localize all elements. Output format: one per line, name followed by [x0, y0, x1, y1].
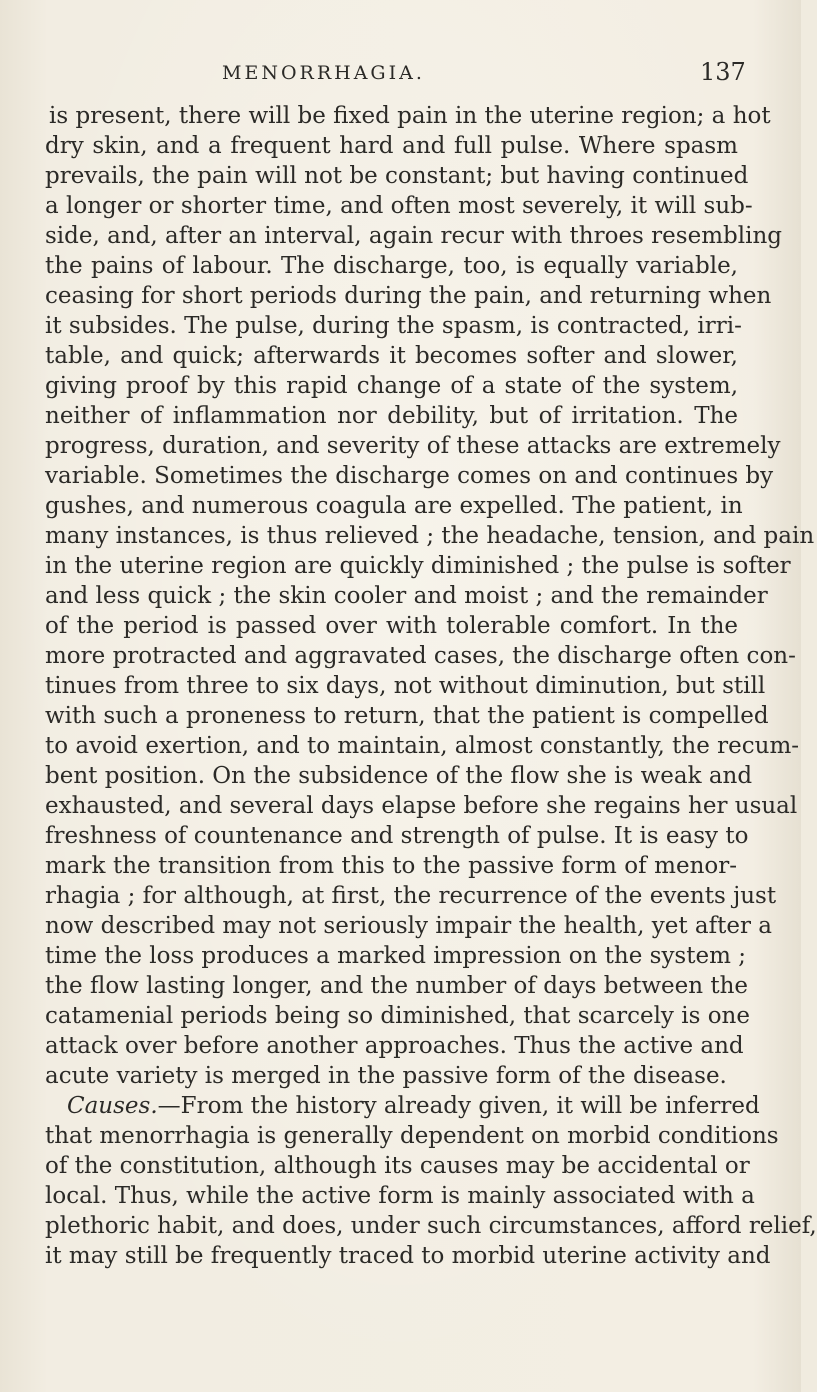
text-line: acute variety is merged in the passive form of the disease. — [45, 1063, 727, 1089]
text-line: exhausted, and several days elapse before she regains her usual — [45, 793, 798, 819]
text-line: side, and, after an interval, again recur with throes resembling — [45, 223, 782, 249]
running-head — [0, 58, 801, 92]
text-line: of the constitution, although its causes may be accidental or — [45, 1153, 750, 1179]
text-line: catamenial periods being so diminished, that scarcely is one — [45, 1003, 750, 1029]
text-line: time the loss produces a marked impression on the system ; — [45, 943, 746, 969]
text-line: now described may not seriously impair the health, yet after a — [45, 913, 772, 939]
causes-paragraph-first-line — [67, 1091, 760, 1121]
causes-heading: Causes. — [67, 1093, 158, 1119]
text-line: ceasing for short periods during the pain, and returning when — [45, 283, 772, 309]
text-line: mark the transition from this to the passive form of menor- — [45, 853, 737, 879]
text-line: the flow lasting longer, and the number of days between the — [45, 973, 749, 999]
causes-first-line-text: —From the history already given, it will be inferred — [157, 1093, 760, 1119]
text-line: prevails, the pain will not be constant; but having continued — [45, 163, 749, 189]
text-line: neither of inflammation nor debility, but of irritation. The — [45, 403, 738, 429]
text-line: it may still be frequently traced to morbid uterine activity and — [45, 1243, 771, 1269]
running-title: MENORRHAGIA. — [222, 62, 425, 84]
text-line: a longer or shorter time, and often most severely, it will sub- — [45, 193, 753, 219]
text-line: bent position. On the subsidence of the flow she is weak and — [45, 763, 753, 789]
text-line: attack over before another approaches. Thus the active and — [45, 1033, 744, 1059]
text-line: gushes, and numerous coagula are expelled. The patient, in — [45, 493, 743, 519]
text-line: of the period is passed over with tolerable comfort. In the — [45, 613, 738, 639]
text-line: and less quick ; the skin cooler and moist ; and the remainder — [45, 583, 768, 609]
text-line: variable. Sometimes the discharge comes on and continues by — [45, 463, 774, 489]
text-line: progress, duration, and severity of these attacks are extremely — [45, 433, 781, 459]
text-line: that menorrhagia is generally dependent on morbid conditions — [45, 1123, 779, 1149]
text-line: tinues from three to six days, not without diminution, but still — [45, 673, 766, 699]
text-line: rhagia ; for although, at first, the recurrence of the events just — [45, 883, 777, 909]
text-line: the pains of labour. The discharge, too, is equally variable, — [45, 253, 738, 279]
text-line: dry skin, and a frequent hard and full pulse. Where spasm — [45, 133, 738, 159]
text-line: with such a proneness to return, that the patient is compelled — [45, 703, 769, 729]
text-line: is present, there will be fixed pain in the uterine region; a hot — [49, 103, 771, 129]
text-line: plethoric habit, and does, under such circumstances, afford relief, — [45, 1213, 817, 1239]
text-line: giving proof by this rapid change of a state of the system, — [45, 373, 738, 399]
text-line: many instances, is thus relieved ; the headache, tension, and pain — [45, 523, 815, 549]
text-line: freshness of countenance and strength of pulse. It is easy to — [45, 823, 749, 849]
text-line: it subsides. The pulse, during the spasm, is contracted, irri- — [45, 313, 742, 339]
text-line: more protracted and aggravated cases, the discharge often con- — [45, 643, 796, 669]
text-line: in the uterine region are quickly diminished ; the pulse is softer — [45, 553, 791, 579]
text-line: to avoid exertion, and to maintain, almost constantly, the recum- — [45, 733, 800, 759]
text-line: table, and quick; afterwards it becomes softer and slower, — [45, 343, 738, 369]
text-line: local. Thus, while the active form is mainly associated with a — [45, 1183, 755, 1209]
page-number: 137 — [700, 58, 746, 86]
